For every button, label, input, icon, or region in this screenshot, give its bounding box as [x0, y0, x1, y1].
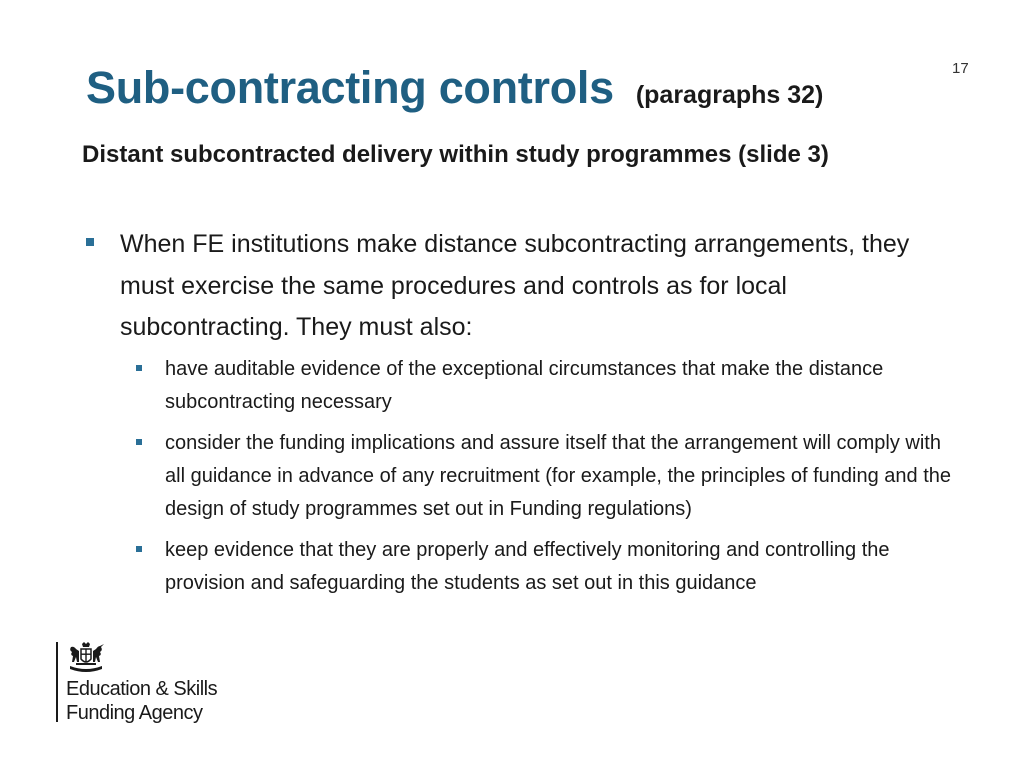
list-item-text: consider the funding implications and assure itself that the arrangement will comply with all guidance in advance of any recruitment (for example, the principles of funding and the design of study programmes set out in Funding regulations): [165, 432, 952, 520]
logo-line1: Education & Skills: [66, 678, 218, 700]
agency-logo: [56, 642, 276, 722]
logo-divider: [56, 642, 58, 722]
list-item-text: have auditable evidence of the exceptional circumstances that make the distance subcontracting necessary: [165, 358, 884, 413]
list-item: [132, 427, 952, 526]
main-bullet-text: When FE institutions make distance subcontracting arrangements, they must exercise the same procedures and controls as for local subcontracting. They must also:: [120, 230, 910, 341]
list-item: [132, 534, 952, 600]
square-bullet-icon: [136, 439, 142, 445]
list-item-text: keep evidence that they are properly and effectively monitoring and controlling the provision and safeguarding the students as set out in this guidance: [165, 539, 890, 594]
logo-line2: Funding Agency: [66, 702, 203, 724]
list-item: [132, 353, 952, 419]
square-bullet-icon: [136, 546, 142, 552]
title-row: [86, 62, 823, 114]
sub-bullet-list: [132, 353, 952, 608]
title-subtitle: (paragraphs 32): [635, 81, 824, 109]
subheading: Distant subcontracted delivery within study programmes (slide 3): [82, 141, 829, 168]
royal-crest-icon: [66, 642, 106, 676]
square-bullet-icon: [86, 238, 94, 246]
main-bullet: [82, 224, 912, 349]
square-bullet-icon: [136, 365, 142, 371]
slide-number: 17: [952, 60, 969, 77]
page-title: Sub-contracting controls: [86, 62, 614, 113]
